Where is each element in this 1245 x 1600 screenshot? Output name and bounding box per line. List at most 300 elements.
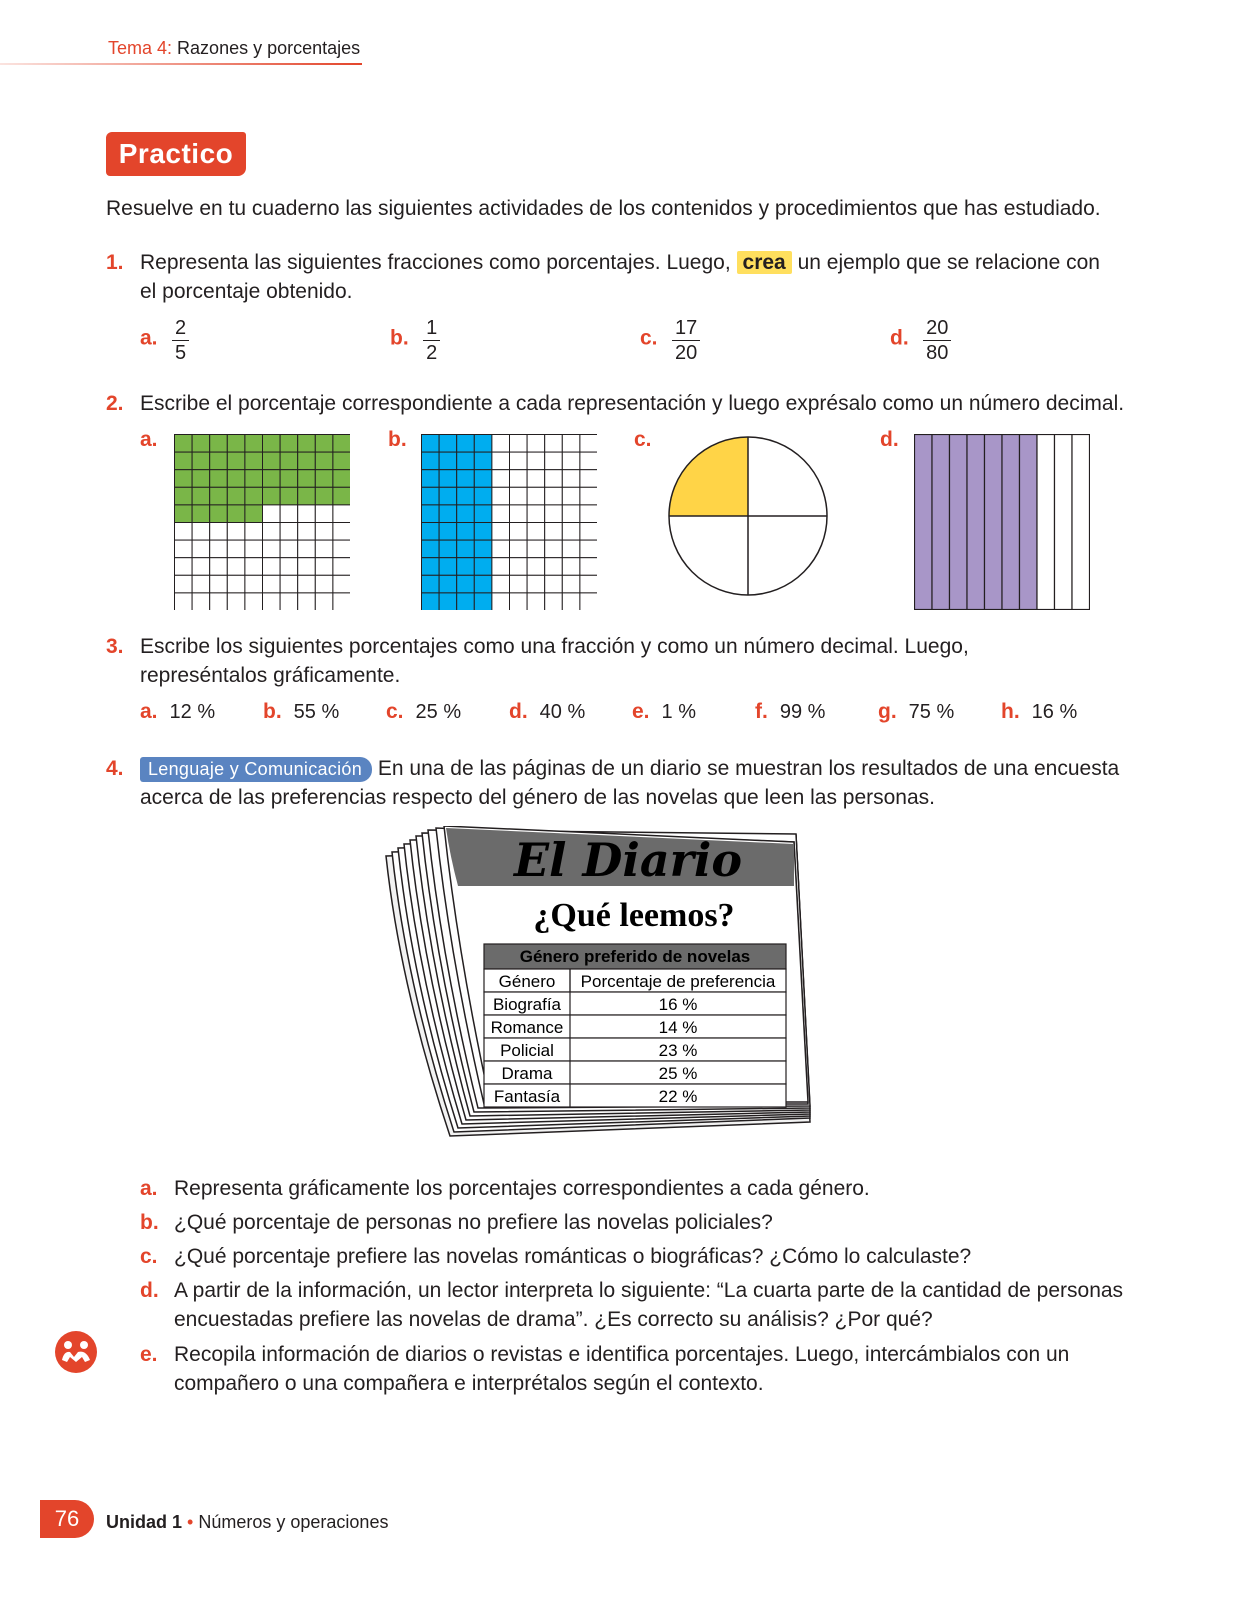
denominator: 80 (926, 342, 949, 364)
grid-cell (192, 487, 210, 505)
strip (1020, 435, 1038, 610)
q4-subitem-label: d. (140, 1279, 159, 1302)
grid-cell (474, 505, 492, 523)
q1-item (890, 316, 951, 365)
grid-cell (245, 470, 263, 488)
grid-cell (457, 487, 475, 505)
grid-cell (580, 575, 597, 593)
q3-item-value: 99 % (779, 701, 826, 723)
grid-cell (175, 470, 193, 488)
grid-cell (439, 523, 457, 541)
grid-cell (562, 470, 580, 488)
q4-subitem-line1: Recopila información de diarios o revistas e identifica porcentajes. Luego, intercámbialos con un (174, 1343, 1070, 1366)
circle-quarters (666, 434, 830, 598)
grid-cell (545, 575, 563, 593)
numerator: 1 (423, 316, 440, 341)
grid-cell (527, 558, 545, 576)
q3-line2: represéntalos gráficamente. (140, 664, 401, 687)
grid-cell (333, 505, 350, 523)
grid-cell (474, 523, 492, 541)
grid-cell (298, 593, 316, 610)
grid-cell (439, 435, 457, 453)
grid-cell (227, 558, 245, 576)
grid-cell (280, 505, 298, 523)
grid-cell (492, 435, 510, 453)
q4-subitem-line1: A partir de la información, un lector interpreta lo siguiente: “La cuarta parte de la cantidad de personas (174, 1279, 1124, 1302)
q3-item (632, 700, 696, 724)
grid-cell (175, 452, 193, 470)
fraction (423, 316, 440, 365)
grid-cell (562, 540, 580, 558)
q4-subitem-line1: ¿Qué porcentaje prefiere las novelas románticas o biográficas? ¿Cómo lo calculaste? (174, 1245, 972, 1268)
grid-cell (175, 487, 193, 505)
grid-cell (422, 540, 440, 558)
section-badge: Practico (106, 132, 246, 176)
grid-cell (492, 470, 510, 488)
table-percentage: 14 % (658, 1018, 698, 1037)
grid-cell (315, 452, 333, 470)
grid-cell (422, 487, 440, 505)
grid-cell (227, 593, 245, 610)
grid-cell (298, 540, 316, 558)
table-percentage: 23 % (658, 1041, 698, 1060)
q1-text-after: un ejemplo que se relacione con (797, 251, 1100, 274)
grid-cell (227, 505, 245, 523)
q4-subitem-line2: encuestadas prefiere las novelas de drama”. ¿Es correcto su análisis? ¿Por qué? (174, 1308, 933, 1331)
grid-cell (474, 435, 492, 453)
grid-cell (492, 523, 510, 541)
grid-cell (545, 505, 563, 523)
fraction (672, 316, 700, 365)
grid-cell (245, 575, 263, 593)
grid-cell (562, 435, 580, 453)
grid-cell (315, 558, 333, 576)
table-col1-header: Género (498, 972, 556, 991)
grid-cell (315, 435, 333, 453)
grid-b (421, 434, 597, 610)
q3-item (878, 700, 954, 724)
grid-cell (510, 452, 528, 470)
table-percentage: 25 % (658, 1064, 698, 1083)
grid-a (174, 434, 350, 610)
grid-cell (422, 593, 440, 610)
grid-cell (263, 435, 281, 453)
grid-cell (210, 593, 228, 610)
footer-bullet: • (187, 1512, 194, 1532)
q1-line1 (140, 248, 1140, 278)
q4-line2: acerca de las preferencias respecto del género de las novelas que leen las personas. (140, 786, 935, 809)
q3-item-label: h. (1001, 700, 1020, 723)
q3-item-value: 12 % (169, 701, 216, 723)
grid-cell (263, 575, 281, 593)
grid-cell (527, 452, 545, 470)
strip (1037, 435, 1055, 610)
grid-cell (527, 540, 545, 558)
grid-cell (298, 452, 316, 470)
grid-cell (315, 505, 333, 523)
grid-cell (562, 575, 580, 593)
grid-cell (439, 575, 457, 593)
denominator: 20 (674, 342, 698, 364)
grid-cell (492, 593, 510, 610)
grid-cell (422, 505, 440, 523)
grid-cell (580, 452, 597, 470)
grid-cell (457, 575, 475, 593)
grid-cell (298, 523, 316, 541)
grid-cell (422, 558, 440, 576)
q1-item-label: a. (140, 326, 158, 350)
grid-cell (474, 575, 492, 593)
running-header (108, 38, 360, 59)
q1-line2: el porcentaje obtenido. (140, 280, 353, 303)
grid-cell (315, 487, 333, 505)
q3-item-value: 40 % (539, 701, 586, 723)
q3-line1: Escribe los siguientes porcentajes como una fracción y como un número decimal. Luego, (140, 635, 969, 658)
q4-subitem-label: a. (140, 1177, 158, 1200)
grid-cell (510, 435, 528, 453)
grid-cell (192, 523, 210, 541)
grid-cell (492, 575, 510, 593)
grid-cell (333, 575, 350, 593)
grid-cell (457, 523, 475, 541)
grid-cell (333, 558, 350, 576)
grid-cell (263, 487, 281, 505)
q3-item-value: 16 % (1031, 701, 1078, 723)
fraction (923, 316, 951, 365)
table-percentage: 16 % (658, 995, 698, 1014)
q4-subitem-line1: ¿Qué porcentaje de personas no prefiere las novelas policiales? (174, 1211, 773, 1234)
grid-cell (474, 558, 492, 576)
q3-item (263, 700, 339, 724)
grid-cell (245, 593, 263, 610)
page-number: 76 (40, 1500, 94, 1538)
grid-cell (562, 593, 580, 610)
grid-cell (527, 523, 545, 541)
table-title: Género preferido de novelas (519, 947, 751, 966)
numerator: 20 (923, 316, 951, 341)
q3-item-label: g. (878, 700, 897, 723)
grid-cell (315, 540, 333, 558)
q1-highlight: crea (737, 251, 792, 274)
grid-cell (315, 593, 333, 610)
q3-item-value: 25 % (415, 701, 462, 723)
grid-cell (439, 505, 457, 523)
grid-cell (333, 593, 350, 610)
q3-number: 3. (106, 635, 124, 658)
footer-unit: Unidad 1 (106, 1512, 183, 1532)
grid-cell (562, 523, 580, 541)
q4-subitem-label: e. (140, 1343, 158, 1366)
grid-cell (298, 470, 316, 488)
grid-cell (263, 452, 281, 470)
grid-cell (510, 593, 528, 610)
table-genre: Policial (500, 1041, 554, 1060)
grid-cell (263, 558, 281, 576)
grid-cell (510, 558, 528, 576)
grid-cell (457, 470, 475, 488)
q4-number: 4. (106, 757, 124, 780)
grid-cell (562, 487, 580, 505)
grid-cell (510, 575, 528, 593)
grid-cell (192, 505, 210, 523)
grid-cell (474, 452, 492, 470)
q2-label-a: a. (140, 428, 158, 451)
q3-item-label: d. (509, 700, 528, 723)
strip (985, 435, 1003, 610)
grid-cell (280, 558, 298, 576)
grid-cell (245, 452, 263, 470)
table-genre: Romance (490, 1018, 564, 1037)
grid-cell (457, 452, 475, 470)
numerator: 17 (672, 316, 700, 341)
people-group-icon (54, 1330, 98, 1374)
grid-cell (245, 540, 263, 558)
grid-cell (227, 523, 245, 541)
grid-cell (439, 470, 457, 488)
grid-cell (562, 505, 580, 523)
strip (1072, 435, 1090, 610)
grid-cell (175, 540, 193, 558)
grid-cell (280, 523, 298, 541)
q4-text-line1: En una de las páginas de un diario se muestran los resultados de una encuesta (377, 757, 1120, 780)
grid-cell (245, 435, 263, 453)
grid-cell (545, 593, 563, 610)
grid-cell (175, 558, 193, 576)
grid-cell (298, 505, 316, 523)
q1-item (390, 316, 440, 365)
grid-cell (580, 435, 597, 453)
grid-cell (227, 575, 245, 593)
newspaper-title: El Diario (513, 833, 743, 887)
grid-cell (510, 505, 528, 523)
q3-item-value: 55 % (293, 701, 340, 723)
circle-shaded-sector (669, 437, 748, 516)
q3-item (509, 700, 585, 724)
strip (915, 435, 933, 610)
q1-item-label: b. (390, 326, 409, 350)
grid-cell (562, 452, 580, 470)
q4-subitem-line1: Representa gráficamente los porcentajes correspondientes a cada género. (174, 1177, 870, 1200)
grid-cell (580, 487, 597, 505)
strip (1002, 435, 1020, 610)
grid-cell (227, 540, 245, 558)
grid-cell (422, 435, 440, 453)
grid-cell (439, 540, 457, 558)
q1-number: 1. (106, 251, 124, 274)
grid-cell (175, 593, 193, 610)
grid-cell (210, 558, 228, 576)
grid-cell (210, 505, 228, 523)
grid-cell (474, 487, 492, 505)
grid-cell (580, 558, 597, 576)
footer-subject: Números y operaciones (198, 1512, 389, 1532)
grid-cell (280, 435, 298, 453)
fraction (172, 316, 189, 365)
q4-subitem-line2: compañero o una compañera e interprétalos según el contexto. (174, 1372, 764, 1395)
grid-cell (457, 505, 475, 523)
q2-label-b: b. (388, 428, 407, 451)
q1-item-label: d. (890, 326, 909, 350)
q1-item (640, 316, 700, 365)
q2-text: Escribe el porcentaje correspondiente a cada representación y luego exprésalo como un número decimal. (140, 392, 1125, 415)
grid-cell (474, 540, 492, 558)
grid-cell (315, 575, 333, 593)
grid-cell (439, 558, 457, 576)
intro-text: Resuelve en tu cuaderno las siguientes actividades de los contenidos y procedimientos que has estudiado. (106, 197, 1101, 220)
grid-cell (439, 487, 457, 505)
grid-cell (192, 540, 210, 558)
grid-cell (510, 470, 528, 488)
grid-cell (227, 470, 245, 488)
table-genre: Drama (501, 1064, 553, 1083)
grid-cell (227, 487, 245, 505)
grid-cell (263, 523, 281, 541)
grid-cell (527, 435, 545, 453)
grid-cell (263, 470, 281, 488)
grid-cell (492, 452, 510, 470)
grid-cell (580, 593, 597, 610)
grid-cell (333, 470, 350, 488)
grid-cell (175, 575, 193, 593)
grid-cell (263, 505, 281, 523)
grid-cell (333, 540, 350, 558)
grid-cell (280, 575, 298, 593)
grid-cell (210, 452, 228, 470)
grid-cell (227, 435, 245, 453)
numerator: 2 (172, 316, 189, 341)
denominator: 5 (174, 342, 187, 364)
grid-cell (298, 487, 316, 505)
newspaper-illustration (380, 826, 820, 1142)
grid-cell (192, 435, 210, 453)
grid-cell (439, 593, 457, 610)
grid-cell (422, 470, 440, 488)
grid-cell (192, 575, 210, 593)
header-divider (0, 63, 362, 65)
grid-cell (175, 523, 193, 541)
q3-item (755, 700, 825, 724)
grid-cell (210, 575, 228, 593)
table-col2-header: Porcentaje de preferencia (580, 972, 776, 991)
grid-cell (280, 540, 298, 558)
newspaper-headline: ¿Qué leemos? (533, 897, 735, 934)
grid-cell (315, 470, 333, 488)
grid-cell (263, 540, 281, 558)
grid-cell (527, 505, 545, 523)
grid-cell (210, 435, 228, 453)
grid-cell (492, 487, 510, 505)
grid-cell (333, 523, 350, 541)
grid-cell (580, 523, 597, 541)
grid-cell (439, 452, 457, 470)
q1-text-before: Representa las siguientes fracciones como porcentajes. Luego, (140, 251, 731, 274)
footer-text (106, 1512, 388, 1533)
grid-cell (333, 487, 350, 505)
table-genre: Fantasía (493, 1087, 561, 1106)
q3-item-value: 1 % (661, 701, 696, 723)
grid-cell (580, 470, 597, 488)
grid-cell (545, 558, 563, 576)
q3-item-label: b. (263, 700, 282, 723)
strip (1055, 435, 1073, 610)
q2-label-c: c. (634, 428, 652, 451)
grid-cell (315, 523, 333, 541)
q3-item-label: a. (140, 700, 158, 723)
grid-cell (210, 470, 228, 488)
grid-cell (280, 452, 298, 470)
grid-cell (280, 487, 298, 505)
denominator: 2 (426, 342, 438, 364)
grid-cell (280, 593, 298, 610)
q4-subitem-label: b. (140, 1211, 159, 1234)
grid-cell (263, 593, 281, 610)
q3-item (140, 700, 215, 724)
q4-subitem-label: c. (140, 1245, 158, 1268)
grid-cell (527, 593, 545, 610)
grid-cell (492, 505, 510, 523)
topic-title: Razones y porcentajes (177, 38, 361, 58)
grid-cell (527, 487, 545, 505)
grid-cell (422, 523, 440, 541)
grid-cell (422, 575, 440, 593)
table-percentage: 22 % (658, 1087, 698, 1106)
grid-cell (333, 452, 350, 470)
grid-cell (545, 435, 563, 453)
strip (950, 435, 968, 610)
topic-label: Tema 4: (108, 38, 173, 58)
grid-cell (298, 558, 316, 576)
grid-cell (580, 540, 597, 558)
grid-cell (245, 505, 263, 523)
grid-cell (210, 523, 228, 541)
grid-cell (210, 540, 228, 558)
grid-cell (457, 540, 475, 558)
subject-tag: Lenguaje y Comunicación (140, 757, 372, 782)
q3-item (386, 700, 461, 724)
table-genre: Biografía (492, 995, 562, 1014)
grid-cell (175, 505, 193, 523)
grid-cell (527, 575, 545, 593)
preference-table (484, 944, 786, 1107)
q1-item (140, 316, 189, 365)
strip (967, 435, 985, 610)
grid-cell (175, 435, 193, 453)
q3-item-label: f. (755, 700, 768, 723)
grid-cell (545, 452, 563, 470)
grid-cell (545, 523, 563, 541)
q3-item-value: 75 % (908, 701, 955, 723)
grid-cell (192, 470, 210, 488)
grid-cell (210, 487, 228, 505)
grid-cell (545, 470, 563, 488)
grid-cell (527, 470, 545, 488)
grid-cell (492, 540, 510, 558)
q4-line1 (140, 754, 1119, 784)
grid-cell (457, 435, 475, 453)
grid-cell (192, 558, 210, 576)
q2-number: 2. (106, 392, 124, 415)
grid-cell (457, 593, 475, 610)
grid-cell (280, 470, 298, 488)
grid-cell (457, 558, 475, 576)
strips-d (914, 434, 1090, 610)
q3-item (1001, 700, 1077, 724)
q3-item-label: e. (632, 700, 650, 723)
grid-cell (298, 435, 316, 453)
grid-cell (545, 487, 563, 505)
q2-label-d: d. (880, 428, 899, 451)
strip (932, 435, 950, 610)
